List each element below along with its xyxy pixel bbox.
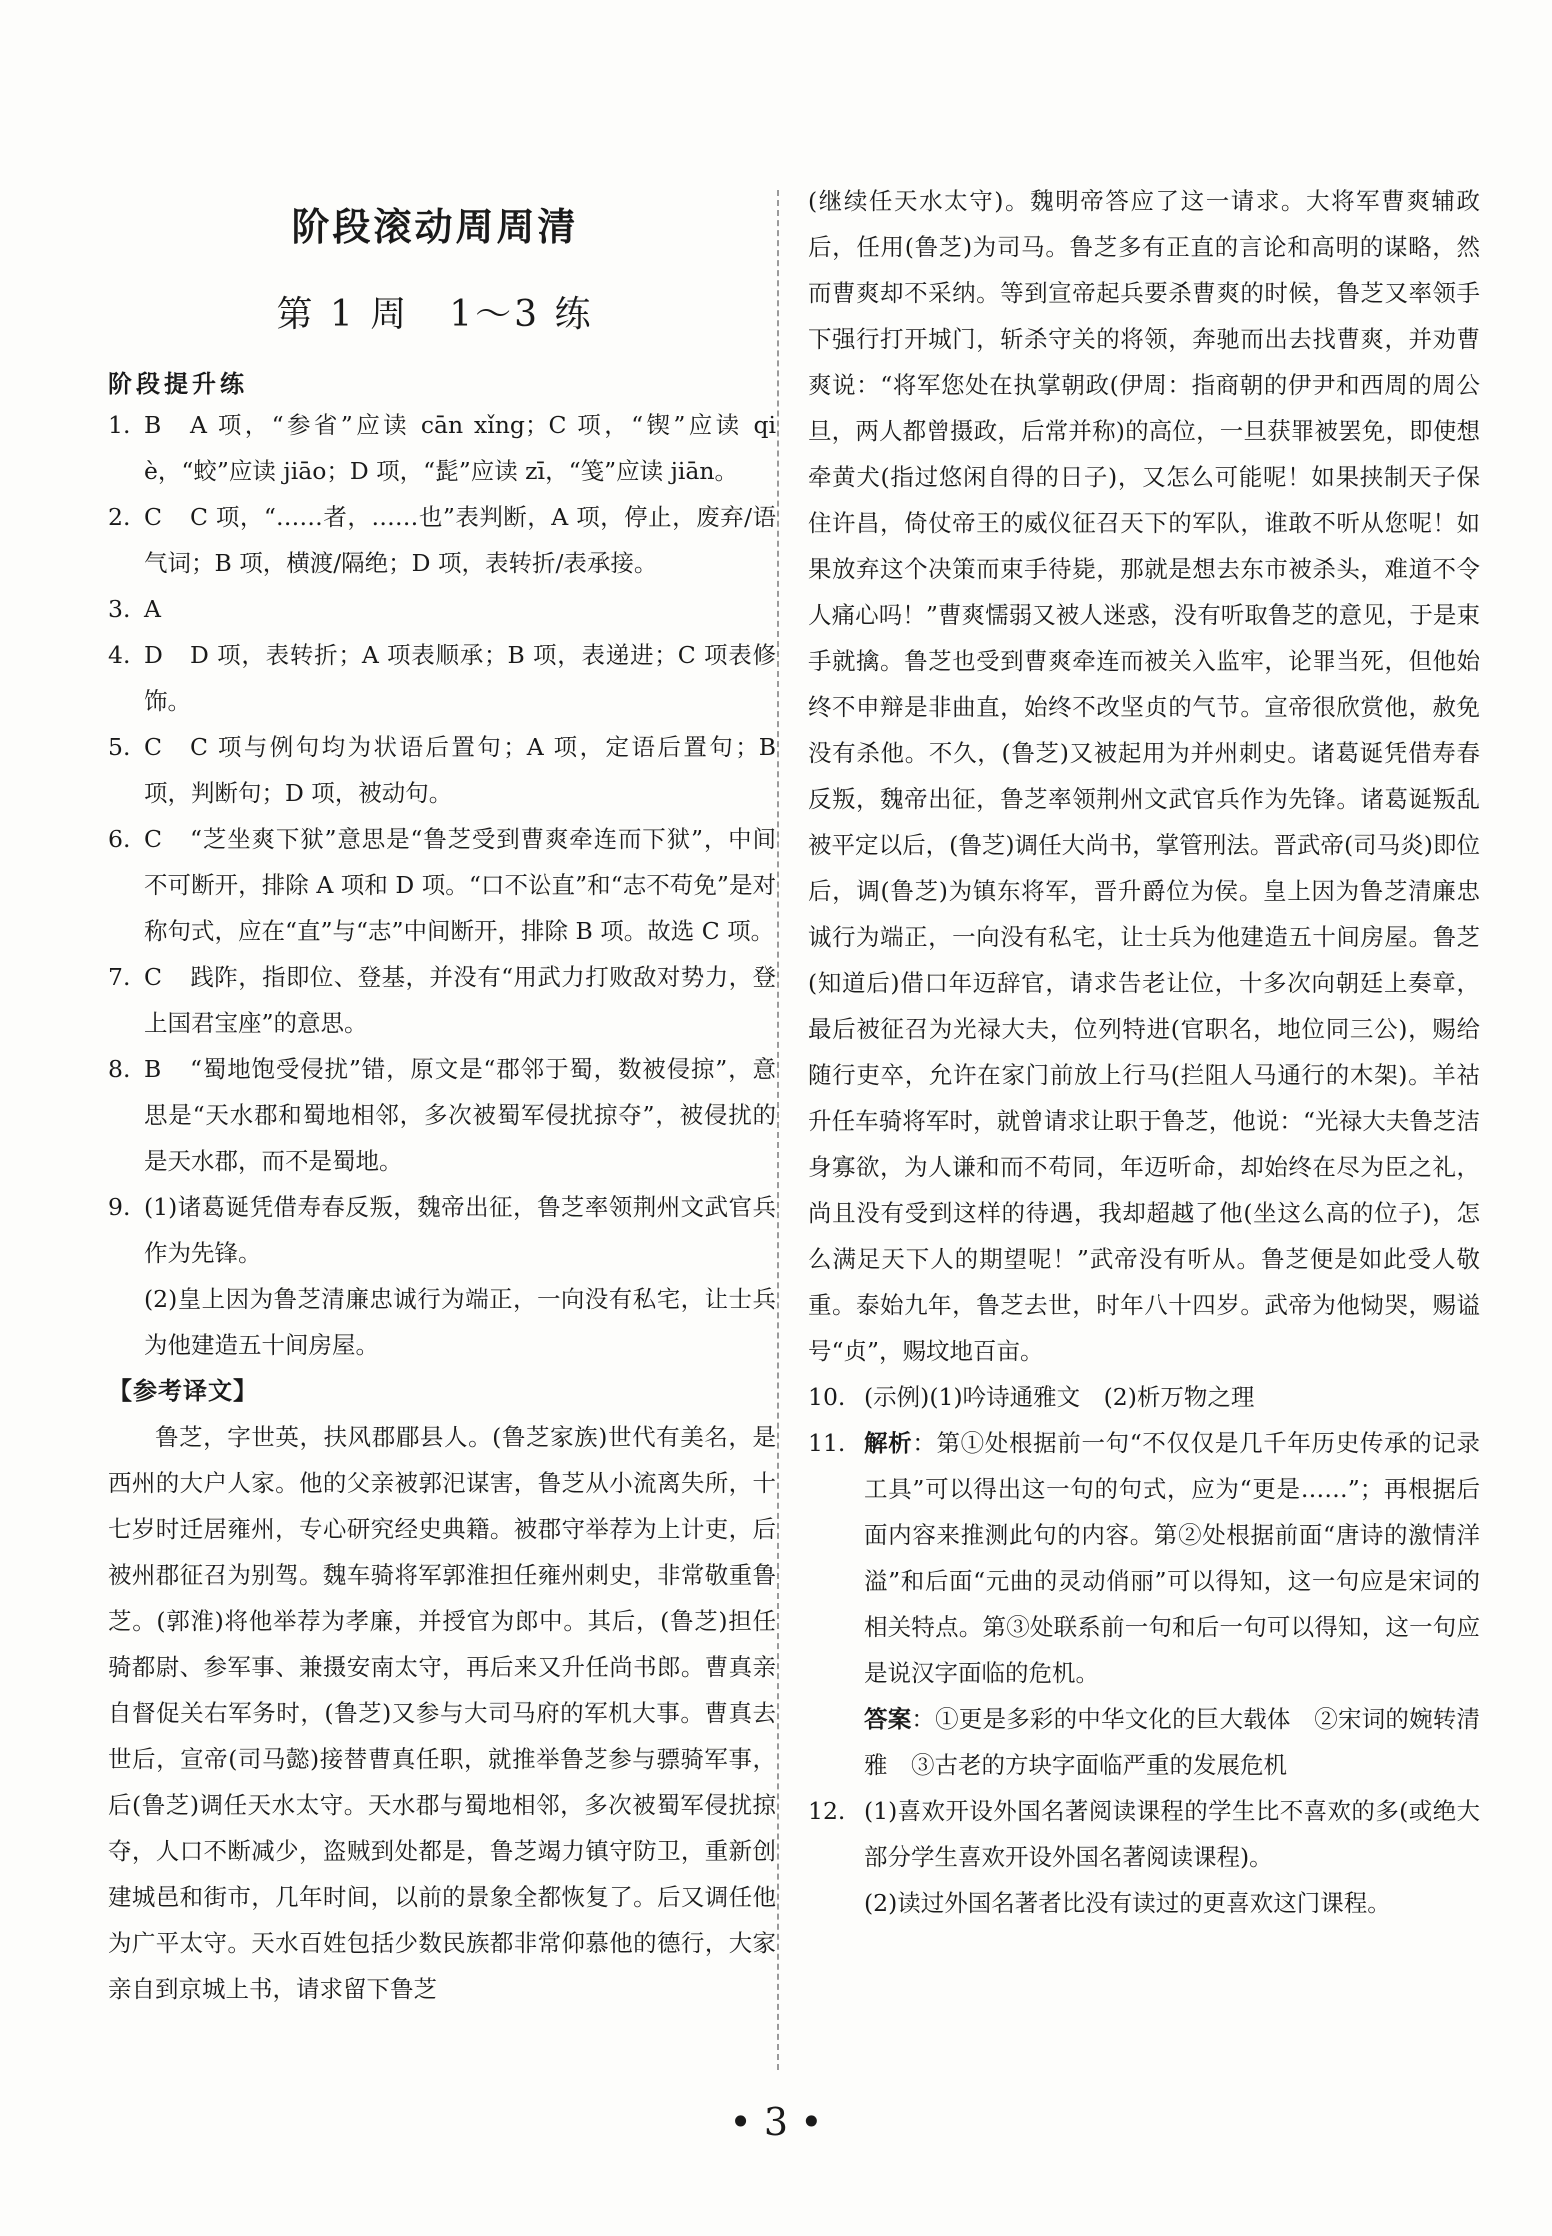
- answer-label: 答案: [864, 1705, 912, 1733]
- reference-translation-heading: 【参考译文】: [108, 1377, 258, 1405]
- question-explanation: “蜀地饱受侵扰”错，原文是“郡邻于蜀，数被侵掠”，意思是“天水郡和蜀地相邻，多次被蜀军侵扰掠夺”，被侵扰的是天水郡，而不是蜀地。: [144, 1055, 776, 1175]
- question-explanation: D 项，表转折；A 项表顺承；B 项，表递进；C 项表修饰。: [144, 641, 776, 715]
- question-3: [108, 586, 776, 632]
- question-number: 7.: [108, 963, 131, 991]
- question-6: [108, 816, 776, 954]
- question-explanation: “芝坐爽下狱”意思是“鲁芝受到曹爽牵连而下狱”，中间不可断开，排除 A 项和 D 项。“口不讼直”和“志不苟免”是对称句式，应在“直”与“志”中间断开，排除 B 项。故选 C 项。: [144, 825, 776, 945]
- reference-translation-text: 鲁芝，字世英，扶风郡郿县人。(鲁芝家族)世代有美名，是西州的大户人家。他的父亲被郭汜谋害，鲁芝从小流离失所，十七岁时迁居雍州，专心研究经史典籍。被郡守举荐为上计吏，后被州郡征召为别驾。魏车骑将军郭淮担任雍州刺史，非常敬重鲁芝。(郭淮)将他举荐为孝廉，并授官为郎中。其后，(鲁芝)担任骑都尉、参军事、兼摄安南太守，再后来又升任尚书郎。曹真亲自督促关右军务时，(鲁芝)又参与大司马府的军机大事。曹真去世后，宣帝(司马懿)接替曹真任职，就推举鲁芝参与骠骑军事，后(鲁芝)调任天水太守。天水郡与蜀地相邻，多次被蜀军侵扰掠夺，人口不断减少，盗贼到处都是，鲁芝竭力镇守防卫，重新创建城邑和街市，几年时间，以前的景象全都恢复了。后又调任他为广平太守。天水百姓包括少数民族都非常仰慕他的德行，大家亲自到京城上书，请求留下鲁芝: [108, 1423, 776, 2003]
- analysis-text: ：第①处根据前一句“不仅仅是几千年历史传承的记录工具”可以得出这一句的句式，应为“更是……”；再根据后面内容来推测此句的内容。第②处根据前面“唐诗的激情洋溢”和后面“元曲的灵动俏丽”可以得知，这一句应是宋词的相关特点。第③处联系前一句和后一句可以得知，这一句应是说汉字面临的危机。: [864, 1429, 1481, 1687]
- answer-letter: C: [144, 733, 162, 761]
- question-number: 3.: [108, 595, 131, 623]
- question-12-part-2: (2)读过外国名著者比没有读过的更喜欢这门课程。: [864, 1889, 1391, 1917]
- answer-letter: C: [144, 503, 162, 531]
- question-7: [108, 954, 776, 1046]
- reference-translation-continued: (继续任天水太守)。魏明帝答应了这一请求。大将军曹爽辅政后，任用(鲁芝)为司马。鲁芝多有正直的言论和高明的谋略，然而曹爽却不采纳。等到宣帝起兵要杀曹爽的时候，鲁芝又率领手下强行打开城门，斩杀守关的将领，奔驰而出去找曹爽，并劝曹爽说：“将军您处在执掌朝政(伊周：指商朝的伊尹和西周的周公旦，两人都曾摄政，后常并称)的高位，一旦获罪被罢免，即使想牵黄犬(指过悠闲自得的日子)，又怎么可能呢！如果挟制天子保住许昌，倚仗帝王的威仪征召天下的军队，谁敢不听从您呢！如果放弃这个决策而束手待毙，那就是想去东市被杀头，难道不令人痛心吗！”曹爽懦弱又被人迷惑，没有听取鲁芝的意见，于是束手就擒。鲁芝也受到曹爽牵连而被关入监牢，论罪当死，但他始终不申辩是非曲直，始终不改坚贞的气节。宣帝很欣赏他，赦免没有杀他。不久，(鲁芝)又被起用为并州刺史。诸葛诞凭借寿春反叛，魏帝出征，鲁芝率领荆州文武官兵作为先锋。诸葛诞叛乱被平定以后，(鲁芝)调任大尚书，掌管刑法。晋武帝(司马炎)即位后，调(鲁芝)为镇东将军，晋升爵位为侯。皇上因为鲁芝清廉忠诚行为端正，一向没有私宅，让士兵为他建造五十间房屋。鲁芝(知道后)借口年迈辞官，请求告老让位，十多次向朝廷上奏章，最后被征召为光禄大夫，位列特进(官职名，地位同三公)，赐给随行吏卒，允许在家门前放上行马(拦阻人马通行的木架)。羊祜升任车骑将军时，就曾请求让职于鲁芝，他说：“光禄大夫鲁芝洁身寡欲，为人谦和而不苟同，年迈听命，却始终在尽为臣之礼，尚且没有受到这样的待遇，我却超越了他(坐这么高的位子)，怎么满足天下人的期望呢！”武帝没有听从。鲁芝便是如此受人敬重。泰始九年，鲁芝去世，时年八十四岁。武帝为他恸哭，赐谥号“贞”，赐坟地百亩。: [808, 187, 1480, 1365]
- section-heading: 阶段提升练: [108, 370, 248, 398]
- question-4: [108, 632, 776, 724]
- answer-letter: A: [144, 595, 161, 623]
- question-9-part-1: (1)诸葛诞凭借寿春反叛，魏帝出征，鲁芝率领荆州文武官兵作为先锋。: [144, 1193, 776, 1267]
- column-divider: [777, 190, 779, 2070]
- question-1: [108, 402, 776, 494]
- question-explanation: C 项与例句均为状语后置句；A 项，定语后置句；B 项，判断句；D 项，被动句。: [144, 733, 776, 807]
- question-number: 5.: [108, 733, 131, 761]
- answer-letter: D: [144, 641, 163, 669]
- question-number: 4.: [108, 641, 131, 669]
- analysis-block: [864, 1420, 1480, 1696]
- question-number: 12.: [808, 1797, 846, 1825]
- question-11: [808, 1420, 1480, 1788]
- question-number: 1.: [108, 411, 131, 439]
- right-column-content: [808, 178, 1480, 1926]
- week-subtitle: [100, 286, 770, 337]
- answer-list: [108, 402, 776, 2012]
- answer-letter: C: [144, 963, 162, 991]
- page-number: • 3 •: [729, 2100, 823, 2144]
- question-number: 6.: [108, 825, 131, 853]
- answer-letter: B: [144, 411, 162, 439]
- question-2: [108, 494, 776, 586]
- question-8: [108, 1046, 776, 1184]
- question-10: [808, 1374, 1480, 1420]
- analysis-label: 解析: [864, 1429, 913, 1457]
- question-number: 8.: [108, 1055, 131, 1083]
- question-number: 11.: [808, 1429, 846, 1457]
- answer-text: ：①更是多彩的中华文化的巨大载体 ②宋词的婉转清雅 ③古老的方块字面临严重的发展危机: [864, 1705, 1481, 1779]
- question-number: 10.: [808, 1383, 846, 1411]
- answer-letter: C: [144, 825, 162, 853]
- question-number: 9.: [108, 1193, 131, 1221]
- answer-block: [864, 1696, 1480, 1788]
- answer-letter: B: [144, 1055, 162, 1083]
- question-number: 2.: [108, 503, 131, 531]
- week-label: 第 1 周: [276, 294, 410, 335]
- question-12-part-1: (1)喜欢开设外国名著阅读课程的学生比不喜欢的多(或绝大部分学生喜欢开设外国名著阅读课程)。: [864, 1797, 1480, 1871]
- question-9-part-2: (2)皇上因为鲁芝清廉忠诚行为端正，一向没有私宅，让士兵为他建造五十间房屋。: [144, 1285, 776, 1359]
- exercise-range: 1～3 练: [449, 294, 594, 335]
- question-5: [108, 724, 776, 816]
- page-title: 阶段滚动周周清: [291, 204, 579, 249]
- question-9: [108, 1184, 776, 1368]
- question-explanation: C 项，“……者，……也”表判断，A 项，停止，废弃/语气词；B 项，横渡/隔绝；D 项，表转折/表承接。: [144, 503, 776, 577]
- question-10-answer: (示例)(1)吟诗通雅文 (2)析万物之理: [864, 1383, 1255, 1411]
- question-explanation: 践阼，指即位、登基，并没有“用武力打败敌对势力，登上国君宝座”的意思。: [144, 963, 776, 1037]
- question-12: [808, 1788, 1480, 1926]
- question-explanation: A 项，“参省”应读 cān xǐng；C 项，“锲”应读 qiè，“蛟”应读 jiāo；D 项，“髭”应读 zī，“笺”应读 jiān。: [144, 411, 776, 485]
